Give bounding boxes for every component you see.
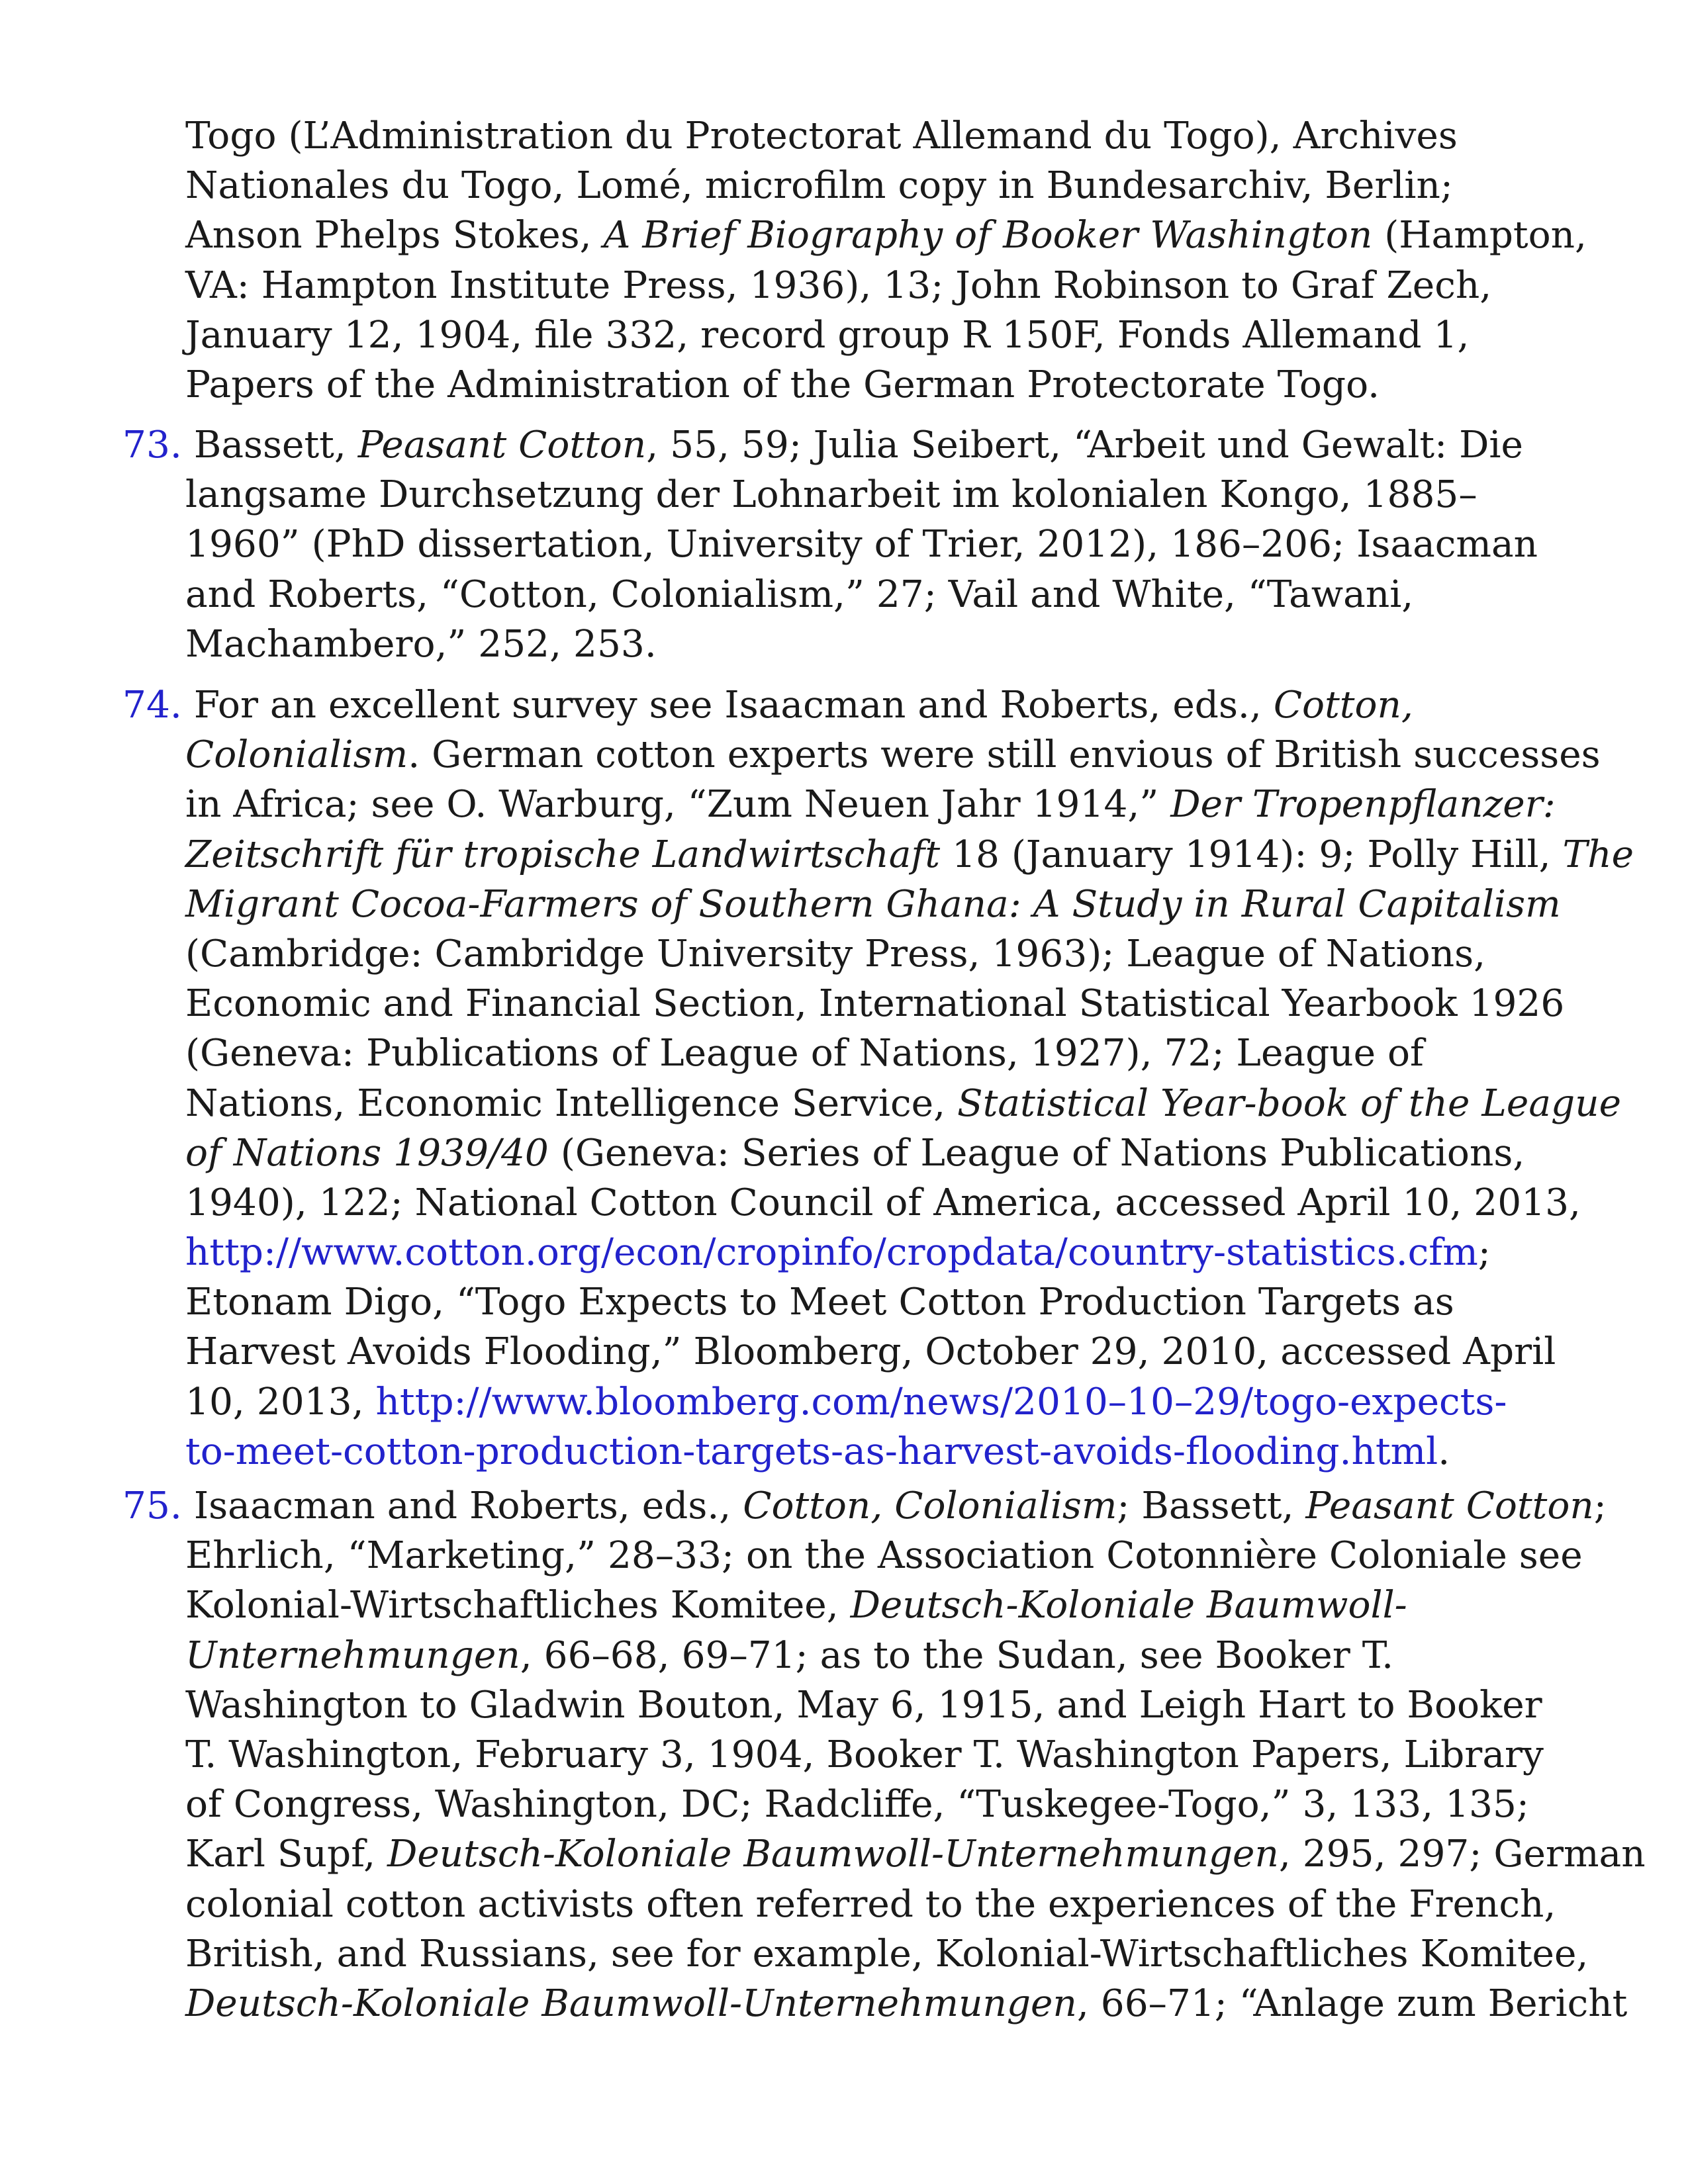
note-text: Nations, Economic Intelligence Service, bbox=[185, 1081, 958, 1125]
book-title: Deutsch-Koloniale Baumwoll-Unternehmungen bbox=[185, 1981, 1077, 2025]
note-line bbox=[122, 1427, 1566, 1477]
note-text: . bbox=[1438, 1430, 1450, 1473]
book-title: Colonialism bbox=[185, 733, 408, 777]
note-line bbox=[122, 1580, 1566, 1630]
endnote-74 bbox=[122, 680, 1634, 1477]
note-line: colonial cotton activists often referred to the experiences of the French, bbox=[185, 1882, 1556, 1926]
note-line: 1940), 122; National Cotton Council of America, accessed April 10, 2013, bbox=[185, 1181, 1581, 1224]
note-text: (Geneva: Series of League of Nations Publications, bbox=[548, 1131, 1525, 1175]
note-text: , 66–71; “Anlage zum Bericht bbox=[1076, 1981, 1628, 2025]
note-line bbox=[122, 780, 1566, 829]
note-text: Isaacman and Roberts, eds., bbox=[181, 1484, 743, 1527]
book-title: Deutsch-Koloniale Baumwoll- bbox=[850, 1584, 1407, 1627]
note-line bbox=[122, 680, 1566, 730]
note-line: British, and Russians, see for example, Kolonial-Wirtschaftliches Komitee, bbox=[185, 1932, 1589, 1976]
note-line: langsame Durchsetzung der Lohnarbeit im kolonialen Kongo, 1885– bbox=[185, 473, 1477, 517]
note-text: , 55, 59; Julia Seibert, “Arbeit und Gewalt: Die bbox=[646, 424, 1523, 467]
book-title: Cotton, bbox=[1273, 684, 1413, 727]
note-line bbox=[122, 1481, 1607, 1531]
note-text: in Africa; see O. Warburg, “Zum Neuen Jahr 1914,” bbox=[185, 783, 1171, 827]
note-line: T. Washington, February 3, 1904, Booker T. Washington Papers, Library bbox=[185, 1733, 1544, 1776]
cotton-org-link[interactable]: http://www.cotton.org/econ/cropinfo/cropdata/country-statistics.cfm bbox=[185, 1231, 1478, 1275]
endnote-number-link[interactable]: 75. bbox=[122, 1484, 182, 1527]
note-line bbox=[122, 880, 1566, 929]
note-text: 10, 2013, bbox=[185, 1380, 376, 1424]
journal-title: Der Tropenpflanzer: bbox=[1170, 783, 1556, 827]
note-text: For an excellent survey see Isaacman and Roberts, eds., bbox=[181, 684, 1274, 727]
note-line: Togo (L’Administration du Protectorat Allemand du Togo), Archives bbox=[185, 114, 1458, 158]
note-line bbox=[122, 1979, 1628, 2028]
note-line: 1960” (PhD dissertation, University of Trier, 2012), 186–206; Isaacman bbox=[185, 523, 1538, 567]
note-line bbox=[122, 210, 1587, 260]
note-text: Kolonial-Wirtschaftliches Komitee, bbox=[185, 1584, 851, 1627]
note-line bbox=[122, 1228, 1566, 1277]
note-line: and Roberts, “Cotton, Colonialism,” 27; Vail and White, “Tawani, bbox=[185, 572, 1414, 616]
note-line bbox=[122, 420, 1566, 470]
note-text: . German cotton experts were still envious of British successes bbox=[408, 733, 1601, 777]
note-line: Economic and Financial Section, International Statistical Yearbook 1926 bbox=[185, 982, 1565, 1026]
endnote-number-link[interactable]: 74. bbox=[122, 684, 182, 727]
note-text: 18 (January 1914): 9; Polly Hill, bbox=[940, 833, 1563, 876]
endnote-number-link[interactable]: 73. bbox=[122, 424, 182, 467]
note-line bbox=[122, 1829, 1646, 1879]
note-text: (Hampton, bbox=[1372, 214, 1587, 257]
note-line: Harvest Avoids Flooding,” Bloomberg, October 29, 2010, accessed April bbox=[185, 1330, 1556, 1374]
note-text: Karl Supf, bbox=[185, 1833, 388, 1876]
note-line bbox=[122, 1377, 1566, 1427]
book-title: Migrant Cocoa-Farmers of Southern Ghana: A Study in Rural Capitalism bbox=[185, 882, 1561, 926]
note-text: , 66–68, 69–71; as to the Sudan, see Booker T. bbox=[520, 1633, 1394, 1677]
book-title: A Brief Biography of Booker Washington bbox=[603, 214, 1373, 257]
note-line: (Geneva: Publications of League of Nations, 1927), 72; League of bbox=[185, 1032, 1424, 1075]
endnote-73 bbox=[122, 420, 1566, 669]
note-text: ; Bassett, bbox=[1117, 1484, 1306, 1527]
book-title: Unternehmungen bbox=[185, 1633, 520, 1677]
note-line bbox=[122, 1128, 1566, 1178]
endnote-72-continuation bbox=[122, 111, 1587, 410]
note-line: Machambero,” 252, 253. bbox=[185, 622, 657, 666]
note-line bbox=[122, 730, 1601, 780]
note-line: Nationales du Togo, Lomé, microfilm copy in Bundesarchiv, Berlin; bbox=[185, 164, 1453, 208]
note-line: VA: Hampton Institute Press, 1936), 13; John Robinson to Graf Zech, bbox=[185, 263, 1492, 307]
note-line: Ehrlich, “Marketing,” 28–33; on the Association Cotonnière Coloniale see bbox=[185, 1534, 1583, 1578]
note-line: Etonam Digo, “Togo Expects to Meet Cotton Production Targets as bbox=[185, 1281, 1454, 1324]
note-text: Anson Phelps Stokes, bbox=[185, 214, 604, 257]
endnote-75 bbox=[122, 1481, 1646, 2028]
book-title: Cotton, Colonialism bbox=[743, 1484, 1117, 1527]
bloomberg-link[interactable]: http://www.bloomberg.com/news/2010–10–29/togo-expects- bbox=[375, 1380, 1507, 1424]
note-line: (Cambridge: Cambridge University Press, 1963); League of Nations, bbox=[185, 932, 1486, 976]
note-line bbox=[122, 1631, 1566, 1680]
book-title: Peasant Cotton bbox=[357, 424, 647, 467]
note-text: Bassett, bbox=[181, 424, 358, 467]
note-line: of Congress, Washington, DC; Radcliffe, “Tuskegee-Togo,” 3, 133, 135; bbox=[185, 1783, 1529, 1827]
book-title: Deutsch-Koloniale Baumwoll-Unternehmungen bbox=[387, 1833, 1279, 1876]
note-line: Washington to Gladwin Bouton, May 6, 1915, and Leigh Hart to Booker bbox=[185, 1683, 1542, 1727]
journal-title: Zeitschrift für tropische Landwirtschaft bbox=[185, 833, 941, 876]
note-line bbox=[122, 830, 1634, 880]
bloomberg-link-continued[interactable]: to-meet-cotton-production-targets-as-harvest-avoids-flooding.html bbox=[185, 1430, 1438, 1473]
note-line bbox=[122, 1079, 1622, 1128]
note-text: ; bbox=[1477, 1231, 1491, 1275]
note-line: January 12, 1904, file 332, record group R 150F, Fonds Allemand 1, bbox=[185, 313, 1470, 357]
book-title: The bbox=[1562, 833, 1634, 876]
note-text: , 295, 297; German bbox=[1278, 1833, 1646, 1876]
book-title: Statistical Year-book of the League bbox=[957, 1081, 1622, 1125]
note-text: ; bbox=[1593, 1484, 1607, 1527]
note-line: Papers of the Administration of the German Protectorate Togo. bbox=[185, 363, 1380, 406]
book-title: of Nations 1939/40 bbox=[185, 1131, 549, 1175]
book-title: Peasant Cotton bbox=[1305, 1484, 1594, 1527]
